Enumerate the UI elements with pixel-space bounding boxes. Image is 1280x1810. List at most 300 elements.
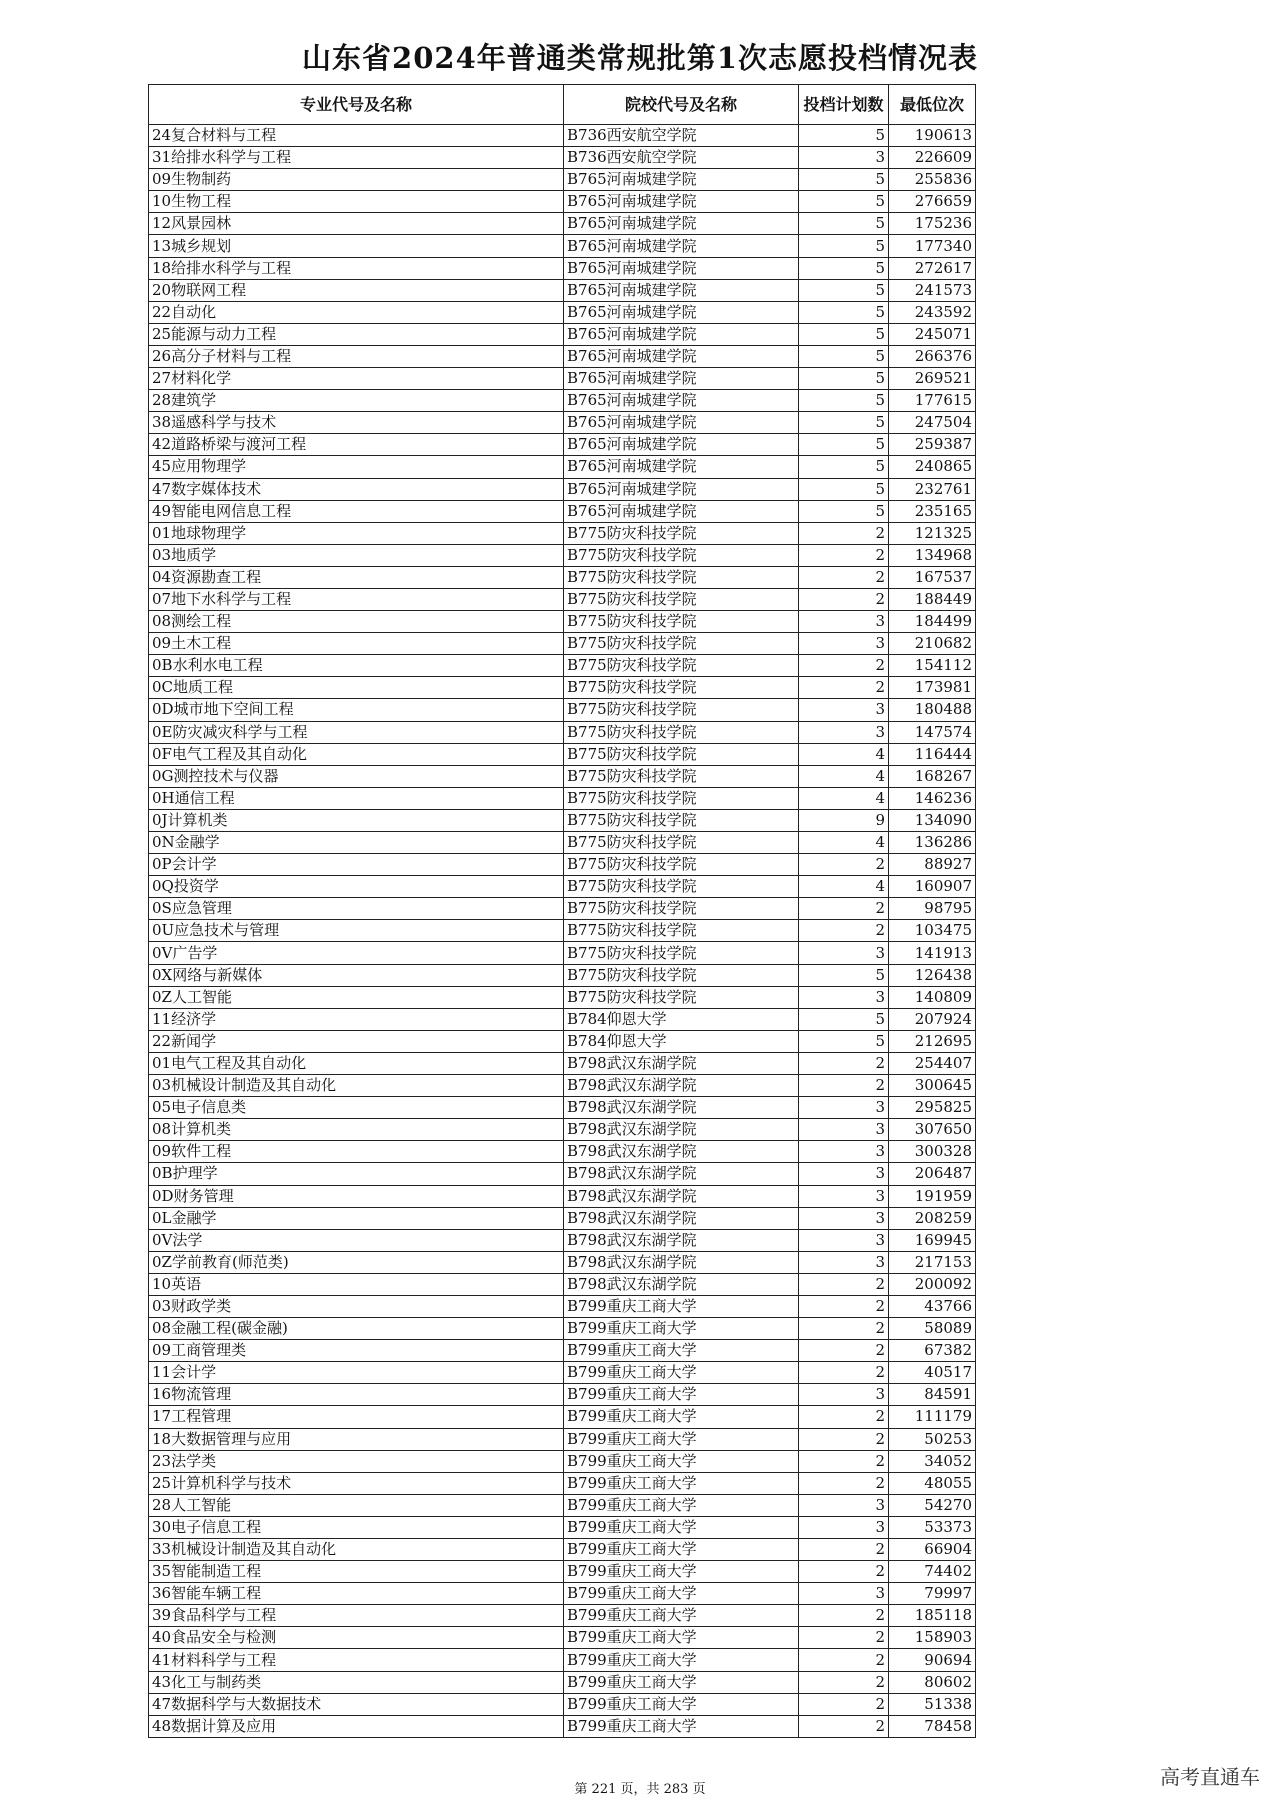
major-cell: 24复合材料与工程: [149, 125, 564, 147]
table-row: [149, 1428, 976, 1450]
plan-count-cell: 2: [799, 1539, 889, 1561]
plan-count-cell: 5: [799, 1030, 889, 1052]
table-body: [149, 125, 976, 1738]
table-row: [149, 147, 976, 169]
school-cell: B765河南城建学院: [564, 345, 799, 367]
plan-count-cell: 4: [799, 743, 889, 765]
plan-count-cell: 3: [799, 986, 889, 1008]
min-rank-cell: 180488: [889, 699, 976, 721]
min-rank-cell: 184499: [889, 611, 976, 633]
plan-count-cell: 5: [799, 390, 889, 412]
major-cell: 09工商管理类: [149, 1340, 564, 1362]
school-cell: B798武汉东湖学院: [564, 1163, 799, 1185]
min-rank-cell: 240865: [889, 456, 976, 478]
min-rank-cell: 67382: [889, 1340, 976, 1362]
table-row: [149, 1516, 976, 1538]
major-cell: 30电子信息工程: [149, 1516, 564, 1538]
major-cell: 25能源与动力工程: [149, 323, 564, 345]
plan-count-cell: 2: [799, 1693, 889, 1715]
min-rank-cell: 169945: [889, 1229, 976, 1251]
min-rank-cell: 243592: [889, 301, 976, 323]
plan-count-cell: 5: [799, 412, 889, 434]
school-cell: B775防灾科技学院: [564, 633, 799, 655]
min-rank-cell: 74402: [889, 1561, 976, 1583]
major-cell: 11经济学: [149, 1008, 564, 1030]
min-rank-cell: 259387: [889, 434, 976, 456]
major-cell: 26高分子材料与工程: [149, 345, 564, 367]
major-cell: 11会计学: [149, 1362, 564, 1384]
table-row: [149, 522, 976, 544]
school-cell: B775防灾科技学院: [564, 964, 799, 986]
table-row: [149, 1605, 976, 1627]
min-rank-cell: 266376: [889, 345, 976, 367]
school-cell: B765河南城建学院: [564, 169, 799, 191]
min-rank-cell: 210682: [889, 633, 976, 655]
min-rank-cell: 190613: [889, 125, 976, 147]
school-cell: B799重庆工商大学: [564, 1693, 799, 1715]
school-cell: B798武汉东湖学院: [564, 1273, 799, 1295]
plan-count-cell: 2: [799, 1318, 889, 1340]
major-cell: 0S应急管理: [149, 898, 564, 920]
min-rank-cell: 188449: [889, 588, 976, 610]
table-row: [149, 942, 976, 964]
table-row: [149, 500, 976, 522]
min-rank-cell: 226609: [889, 147, 976, 169]
major-cell: 10生物工程: [149, 191, 564, 213]
table-row: [149, 169, 976, 191]
min-rank-cell: 51338: [889, 1693, 976, 1715]
min-rank-cell: 175236: [889, 213, 976, 235]
plan-count-cell: 4: [799, 876, 889, 898]
major-cell: 0Q投资学: [149, 876, 564, 898]
plan-count-cell: 2: [799, 677, 889, 699]
plan-count-cell: 2: [799, 544, 889, 566]
major-cell: 0L金融学: [149, 1207, 564, 1229]
school-cell: B799重庆工商大学: [564, 1384, 799, 1406]
major-cell: 22自动化: [149, 301, 564, 323]
plan-count-cell: 3: [799, 633, 889, 655]
table-row: [149, 1052, 976, 1074]
school-cell: B775防灾科技学院: [564, 566, 799, 588]
min-rank-cell: 245071: [889, 323, 976, 345]
major-cell: 0N金融学: [149, 832, 564, 854]
major-cell: 42道路桥梁与渡河工程: [149, 434, 564, 456]
plan-count-cell: 5: [799, 368, 889, 390]
header-min-rank: 最低位次: [889, 85, 976, 125]
table-row: [149, 588, 976, 610]
plan-count-cell: 3: [799, 611, 889, 633]
school-cell: B798武汉东湖学院: [564, 1229, 799, 1251]
table-row: [149, 876, 976, 898]
table-row: [149, 854, 976, 876]
table-row: [149, 1008, 976, 1030]
table-row: [149, 345, 976, 367]
school-cell: B765河南城建学院: [564, 235, 799, 257]
table-row: [149, 832, 976, 854]
min-rank-cell: 78458: [889, 1715, 976, 1737]
min-rank-cell: 207924: [889, 1008, 976, 1030]
plan-count-cell: 3: [799, 1583, 889, 1605]
plan-count-cell: 3: [799, 721, 889, 743]
major-cell: 31给排水科学与工程: [149, 147, 564, 169]
table-row: [149, 1561, 976, 1583]
school-cell: B775防灾科技学院: [564, 765, 799, 787]
table-row: [149, 1340, 976, 1362]
school-cell: B775防灾科技学院: [564, 721, 799, 743]
major-cell: 22新闻学: [149, 1030, 564, 1052]
min-rank-cell: 134090: [889, 809, 976, 831]
school-cell: B799重庆工商大学: [564, 1671, 799, 1693]
table-row: [149, 1627, 976, 1649]
major-cell: 23法学类: [149, 1450, 564, 1472]
plan-count-cell: 3: [799, 1207, 889, 1229]
school-cell: B775防灾科技学院: [564, 522, 799, 544]
table-row: [149, 765, 976, 787]
plan-count-cell: 5: [799, 964, 889, 986]
school-cell: B798武汉东湖学院: [564, 1075, 799, 1097]
major-cell: 0V广告学: [149, 942, 564, 964]
plan-count-cell: 2: [799, 1649, 889, 1671]
min-rank-cell: 272617: [889, 257, 976, 279]
school-cell: B798武汉东湖学院: [564, 1141, 799, 1163]
major-cell: 04资源勘查工程: [149, 566, 564, 588]
table-row: [149, 390, 976, 412]
table-row: [149, 1649, 976, 1671]
table-row: [149, 1693, 976, 1715]
major-cell: 08测绘工程: [149, 611, 564, 633]
min-rank-cell: 140809: [889, 986, 976, 1008]
plan-count-cell: 2: [799, 920, 889, 942]
header-school: 院校代号及名称: [564, 85, 799, 125]
header-plan-count: 投档计划数: [799, 85, 889, 125]
school-cell: B775防灾科技学院: [564, 942, 799, 964]
major-cell: 0D城市地下空间工程: [149, 699, 564, 721]
min-rank-cell: 43766: [889, 1295, 976, 1317]
school-cell: B798武汉东湖学院: [564, 1185, 799, 1207]
major-cell: 18大数据管理与应用: [149, 1428, 564, 1450]
school-cell: B799重庆工商大学: [564, 1428, 799, 1450]
min-rank-cell: 269521: [889, 368, 976, 390]
school-cell: B775防灾科技学院: [564, 611, 799, 633]
table-row: [149, 125, 976, 147]
table-row: [149, 655, 976, 677]
school-cell: B765河南城建学院: [564, 500, 799, 522]
major-cell: 0B护理学: [149, 1163, 564, 1185]
min-rank-cell: 66904: [889, 1539, 976, 1561]
major-cell: 12风景园林: [149, 213, 564, 235]
table-row: [149, 1715, 976, 1737]
plan-count-cell: 5: [799, 125, 889, 147]
school-cell: B775防灾科技学院: [564, 986, 799, 1008]
major-cell: 01电气工程及其自动化: [149, 1052, 564, 1074]
school-cell: B765河南城建学院: [564, 213, 799, 235]
school-cell: B765河南城建学院: [564, 191, 799, 213]
table-row: [149, 920, 976, 942]
school-cell: B799重庆工商大学: [564, 1450, 799, 1472]
major-cell: 28建筑学: [149, 390, 564, 412]
plan-count-cell: 2: [799, 1273, 889, 1295]
min-rank-cell: 206487: [889, 1163, 976, 1185]
min-rank-cell: 177615: [889, 390, 976, 412]
table-row: [149, 544, 976, 566]
school-cell: B765河南城建学院: [564, 390, 799, 412]
table-row: [149, 611, 976, 633]
table-row: [149, 986, 976, 1008]
plan-count-cell: 3: [799, 147, 889, 169]
school-cell: B775防灾科技学院: [564, 898, 799, 920]
plan-count-cell: 5: [799, 279, 889, 301]
min-rank-cell: 50253: [889, 1428, 976, 1450]
school-cell: B736西安航空学院: [564, 147, 799, 169]
plan-count-cell: 4: [799, 787, 889, 809]
plan-count-cell: 2: [799, 1671, 889, 1693]
major-cell: 47数据科学与大数据技术: [149, 1693, 564, 1715]
table-row: [149, 301, 976, 323]
min-rank-cell: 80602: [889, 1671, 976, 1693]
min-rank-cell: 58089: [889, 1318, 976, 1340]
major-cell: 0B水利水电工程: [149, 655, 564, 677]
major-cell: 0Z人工智能: [149, 986, 564, 1008]
school-cell: B775防灾科技学院: [564, 677, 799, 699]
plan-count-cell: 2: [799, 1406, 889, 1428]
school-cell: B799重庆工商大学: [564, 1605, 799, 1627]
school-cell: B799重庆工商大学: [564, 1583, 799, 1605]
plan-count-cell: 2: [799, 1362, 889, 1384]
plan-count-cell: 2: [799, 1340, 889, 1362]
min-rank-cell: 232761: [889, 478, 976, 500]
min-rank-cell: 191959: [889, 1185, 976, 1207]
min-rank-cell: 168267: [889, 765, 976, 787]
school-cell: B775防灾科技学院: [564, 544, 799, 566]
school-cell: B775防灾科技学院: [564, 588, 799, 610]
table-row: [149, 1075, 976, 1097]
plan-count-cell: 3: [799, 1384, 889, 1406]
table-row: [149, 1450, 976, 1472]
major-cell: 41材料科学与工程: [149, 1649, 564, 1671]
min-rank-cell: 116444: [889, 743, 976, 765]
school-cell: B799重庆工商大学: [564, 1472, 799, 1494]
school-cell: B799重庆工商大学: [564, 1295, 799, 1317]
table-row: [149, 1030, 976, 1052]
table-row: [149, 898, 976, 920]
school-cell: B798武汉东湖学院: [564, 1251, 799, 1273]
header-major: 专业代号及名称: [149, 85, 564, 125]
plan-count-cell: 5: [799, 301, 889, 323]
major-cell: 05电子信息类: [149, 1097, 564, 1119]
table-row: [149, 1362, 976, 1384]
admission-table: [148, 84, 976, 1738]
plan-count-cell: 4: [799, 832, 889, 854]
min-rank-cell: 217153: [889, 1251, 976, 1273]
school-cell: B799重庆工商大学: [564, 1649, 799, 1671]
school-cell: B765河南城建学院: [564, 301, 799, 323]
major-cell: 01地球物理学: [149, 522, 564, 544]
school-cell: B798武汉东湖学院: [564, 1119, 799, 1141]
major-cell: 10英语: [149, 1273, 564, 1295]
min-rank-cell: 300328: [889, 1141, 976, 1163]
min-rank-cell: 111179: [889, 1406, 976, 1428]
school-cell: B775防灾科技学院: [564, 809, 799, 831]
min-rank-cell: 208259: [889, 1207, 976, 1229]
plan-count-cell: 2: [799, 854, 889, 876]
table-row: [149, 1273, 976, 1295]
table-row: [149, 1251, 976, 1273]
table-row: [149, 721, 976, 743]
school-cell: B775防灾科技学院: [564, 787, 799, 809]
min-rank-cell: 158903: [889, 1627, 976, 1649]
table-row: [149, 368, 976, 390]
table-row: [149, 809, 976, 831]
min-rank-cell: 160907: [889, 876, 976, 898]
min-rank-cell: 185118: [889, 1605, 976, 1627]
major-cell: 28人工智能: [149, 1494, 564, 1516]
min-rank-cell: 146236: [889, 787, 976, 809]
min-rank-cell: 48055: [889, 1472, 976, 1494]
plan-count-cell: 5: [799, 323, 889, 345]
min-rank-cell: 121325: [889, 522, 976, 544]
table-header-row: [149, 85, 976, 125]
major-cell: 0V法学: [149, 1229, 564, 1251]
plan-count-cell: 2: [799, 1627, 889, 1649]
table-row: [149, 191, 976, 213]
min-rank-cell: 295825: [889, 1097, 976, 1119]
min-rank-cell: 88927: [889, 854, 976, 876]
min-rank-cell: 84591: [889, 1384, 976, 1406]
min-rank-cell: 154112: [889, 655, 976, 677]
major-cell: 09生物制药: [149, 169, 564, 191]
major-cell: 40食品安全与检测: [149, 1627, 564, 1649]
min-rank-cell: 254407: [889, 1052, 976, 1074]
plan-count-cell: 4: [799, 765, 889, 787]
school-cell: B765河南城建学院: [564, 456, 799, 478]
table-row: [149, 1295, 976, 1317]
major-cell: 09土木工程: [149, 633, 564, 655]
plan-count-cell: 5: [799, 257, 889, 279]
min-rank-cell: 141913: [889, 942, 976, 964]
min-rank-cell: 300645: [889, 1075, 976, 1097]
table-row: [149, 1472, 976, 1494]
major-cell: 0J计算机类: [149, 809, 564, 831]
school-cell: B799重庆工商大学: [564, 1516, 799, 1538]
min-rank-cell: 34052: [889, 1450, 976, 1472]
page-footer: 第 221 页，共 283 页: [574, 1782, 706, 1797]
table-row: [149, 213, 976, 235]
page-title: 山东省2024年普通类常规批第1次志愿投档情况表: [302, 41, 978, 75]
plan-count-cell: 3: [799, 942, 889, 964]
min-rank-cell: 276659: [889, 191, 976, 213]
min-rank-cell: 54270: [889, 1494, 976, 1516]
plan-count-cell: 2: [799, 1472, 889, 1494]
school-cell: B799重庆工商大学: [564, 1362, 799, 1384]
table-row: [149, 257, 976, 279]
plan-count-cell: 5: [799, 345, 889, 367]
school-cell: B799重庆工商大学: [564, 1318, 799, 1340]
school-cell: B775防灾科技学院: [564, 832, 799, 854]
major-cell: 33机械设计制造及其自动化: [149, 1539, 564, 1561]
major-cell: 39食品科学与工程: [149, 1605, 564, 1627]
table-row: [149, 279, 976, 301]
min-rank-cell: 79997: [889, 1583, 976, 1605]
major-cell: 03机械设计制造及其自动化: [149, 1075, 564, 1097]
major-cell: 0H通信工程: [149, 787, 564, 809]
major-cell: 27材料化学: [149, 368, 564, 390]
school-cell: B765河南城建学院: [564, 257, 799, 279]
school-cell: B784仰恩大学: [564, 1008, 799, 1030]
min-rank-cell: 136286: [889, 832, 976, 854]
table-row: [149, 743, 976, 765]
school-cell: B765河南城建学院: [564, 478, 799, 500]
school-cell: B799重庆工商大学: [564, 1406, 799, 1428]
table-row: [149, 1583, 976, 1605]
min-rank-cell: 167537: [889, 566, 976, 588]
major-cell: 47数字媒体技术: [149, 478, 564, 500]
watermark: 高考直通车: [1160, 1765, 1260, 1789]
table-row: [149, 456, 976, 478]
table-row: [149, 1406, 976, 1428]
plan-count-cell: 2: [799, 898, 889, 920]
min-rank-cell: 147574: [889, 721, 976, 743]
major-cell: 0G测控技术与仪器: [149, 765, 564, 787]
min-rank-cell: 103475: [889, 920, 976, 942]
plan-count-cell: 5: [799, 235, 889, 257]
table-row: [149, 1141, 976, 1163]
min-rank-cell: 126438: [889, 964, 976, 986]
table-row: [149, 566, 976, 588]
school-cell: B798武汉东湖学院: [564, 1097, 799, 1119]
school-cell: B775防灾科技学院: [564, 876, 799, 898]
plan-count-cell: 2: [799, 1295, 889, 1317]
min-rank-cell: 307650: [889, 1119, 976, 1141]
plan-count-cell: 3: [799, 1119, 889, 1141]
major-cell: 09软件工程: [149, 1141, 564, 1163]
major-cell: 43化工与制药类: [149, 1671, 564, 1693]
plan-count-cell: 3: [799, 1229, 889, 1251]
table-row: [149, 699, 976, 721]
plan-count-cell: 5: [799, 434, 889, 456]
table-row: [149, 478, 976, 500]
plan-count-cell: 3: [799, 1141, 889, 1163]
school-cell: B765河南城建学院: [564, 279, 799, 301]
plan-count-cell: 5: [799, 456, 889, 478]
school-cell: B798武汉东湖学院: [564, 1052, 799, 1074]
school-cell: B775防灾科技学院: [564, 920, 799, 942]
major-cell: 03地质学: [149, 544, 564, 566]
plan-count-cell: 2: [799, 655, 889, 677]
table-row: [149, 1185, 976, 1207]
major-cell: 0P会计学: [149, 854, 564, 876]
major-cell: 18给排水科学与工程: [149, 257, 564, 279]
plan-count-cell: 5: [799, 500, 889, 522]
major-cell: 08金融工程(碳金融): [149, 1318, 564, 1340]
major-cell: 35智能制造工程: [149, 1561, 564, 1583]
major-cell: 0D财务管理: [149, 1185, 564, 1207]
major-cell: 0F电气工程及其自动化: [149, 743, 564, 765]
min-rank-cell: 255836: [889, 169, 976, 191]
table-row: [149, 1671, 976, 1693]
table-row: [149, 1097, 976, 1119]
plan-count-cell: 2: [799, 566, 889, 588]
plan-count-cell: 2: [799, 588, 889, 610]
major-cell: 25计算机科学与技术: [149, 1472, 564, 1494]
plan-count-cell: 3: [799, 1185, 889, 1207]
min-rank-cell: 173981: [889, 677, 976, 699]
major-cell: 45应用物理学: [149, 456, 564, 478]
major-cell: 07地下水科学与工程: [149, 588, 564, 610]
school-cell: B736西安航空学院: [564, 125, 799, 147]
major-cell: 13城乡规划: [149, 235, 564, 257]
min-rank-cell: 212695: [889, 1030, 976, 1052]
school-cell: B799重庆工商大学: [564, 1494, 799, 1516]
